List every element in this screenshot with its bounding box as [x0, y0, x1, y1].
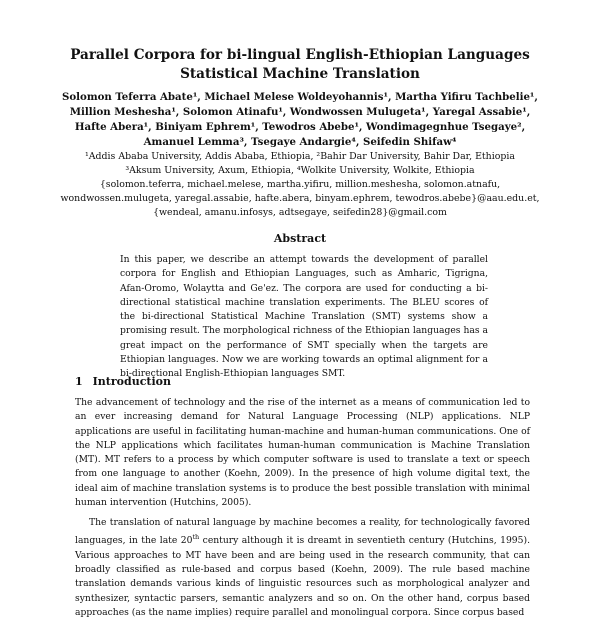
- paragraph-text-rest: century although it is dreamt in seventieth century (Hutchins, 1995). Various approaches to MT have been and are being used in the research community, that can broadly classified as rule-based and corpus based (Koehn, 2009). The rule based machine translation demands various kinds of linguistic resources such as morphological analyzer and synthesizer, syntactic parsers, semantic analyzers and so on. On the other hand, corpus based approaches (as the name implies) require parallel and monolingual corpora. Since corpus based: [75, 535, 530, 618]
- affiliation-line: ³Aksum University, Axum, Ethiopia, ⁴Wolkite University, Wolkite, Ethiopia: [125, 165, 475, 176]
- intro-paragraph-1: [75, 396, 530, 510]
- paper-title: [40, 46, 560, 84]
- abstract-body: [120, 253, 488, 382]
- author-line: Amanuel Lemma³, Tsegaye Andargie⁴, Seifedin Shifaw⁴: [143, 136, 457, 148]
- email-line: {solomon.teferra, michael.melese, martha.yifiru, million.meshesha, solomon.atnafu,: [99, 179, 501, 190]
- email-line: {wendeal, amanu.infosys, adtsegaye, seifedin28}@gmail.com: [153, 207, 447, 218]
- title-line: Statistical Machine Translation: [180, 66, 420, 82]
- section-title: Introduction: [92, 375, 171, 388]
- author-line: Million Meshesha¹, Solomon Atinafu¹, Wondwossen Mulugeta¹, Yaregal Assabie¹,: [69, 106, 531, 118]
- abstract-text: In this paper, we describe an attempt towards the development of parallel corpora for English and Ethiopian Languages, such as Amharic, Tigrigna, Afan-Oromo, Wolaytta and Ge'ez. The corpora are used for conducting a bi-directional statistical machine translation experiments. The BLEU scores of the bi-directional Statistical Machine Translation (SMT) systems show a promising result. The morphological richness of the Ethiopian languages has a great impact on the performance of SMT specially when the targets are Ethiopian languages. Now we are working towards an optimal alignment for a bi-directional English-Ethiopian languages SMT.: [120, 254, 488, 380]
- paragraph-text-start: The translation of natural language by machine becomes a reality, for technologically favored languages, in the late 20: [75, 517, 530, 547]
- intro-paragraph-2: [75, 516, 530, 620]
- superscript-th: th: [192, 533, 200, 542]
- affiliations: [20, 150, 580, 220]
- author-line: Solomon Teferra Abate¹, Michael Melese Woldeyohannis¹, Martha Yifiru Tachbelie¹,: [62, 91, 538, 103]
- section-number: 1: [75, 375, 83, 388]
- abstract-heading: Abstract: [273, 232, 327, 245]
- author-list: [40, 90, 560, 150]
- title-line: Parallel Corpora for bi-lingual English-Ethiopian Languages: [70, 47, 530, 63]
- author-line: Hafte Abera¹, Biniyam Ephrem¹, Tewodros Abebe¹, Wondimagegnhue Tsegaye²,: [74, 121, 526, 133]
- email-line: wondwossen.mulugeta, yaregal.assabie, hafte.abera, binyam.ephrem, tewodros.abebe}@aau.edu.et,: [60, 193, 540, 204]
- affiliation-line: ¹Addis Ababa University, Addis Ababa, Ethiopia, ²Bahir Dar University, Bahir Dar, Ethiopia: [85, 151, 515, 162]
- section-heading: [75, 375, 181, 389]
- paragraph-text: [75, 516, 530, 620]
- paragraph-text: The advancement of technology and the rise of the internet as a means of communication led to an ever increasing demand for Natural Language Processing (NLP) applications. NLP applications are useful in facilitating human-machine and human-human communications. One of the NLP applications which facilitates human-human communication is Machine Translation (MT). MT refers to a process by which computer software is used to translate a text or speech from one language to another (Koehn, 2009). In the presence of high volume digital text, the ideal aim of machine translation systems is to produce the best possible translation with minimal human intervention (Hutchins, 2005).: [75, 397, 530, 509]
